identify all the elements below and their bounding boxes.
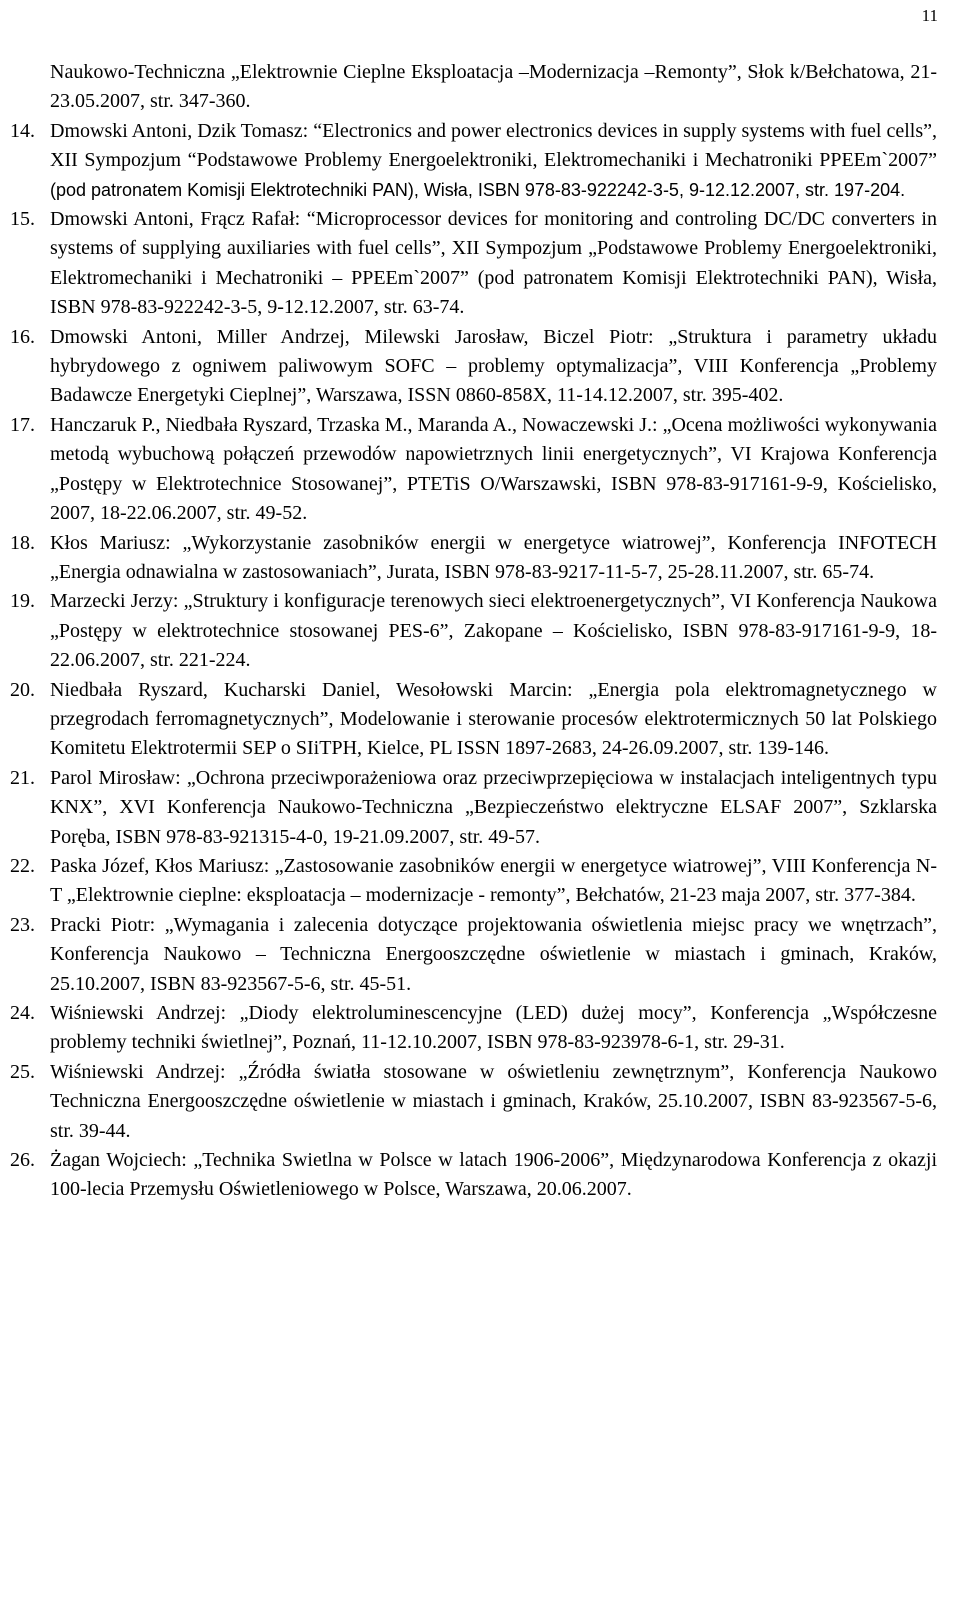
reference-number: 25. (10, 1060, 35, 1083)
reference-item (10, 323, 937, 411)
reference-text: Niedbała Ryszard, Kucharski Daniel, Wesołowski Marcin: „Energia pola elektromagnetycznego w przegrodach ferromagnetycznych”, Modelowanie i sterowanie procesów elektrotermicznych 50 lat Polskiego Komitetu Elektrotermii SEP o SIiTPH, Kielce, PL ISSN 1897-2683, 24-26.09.2007, str. 139-146. (50, 678, 937, 760)
reference-text: Żagan Wojciech: „Technika Swietlna w Polsce w latach 1906-2006”, Międzynarodowa Konferencja z okazji 100-lecia Przemysłu Oświetleniowego w Polsce, Warszawa, 20.06.2007. (50, 1149, 937, 1201)
reference-number: 19. (10, 590, 35, 613)
reference-text: Dmowski Antoni, Miller Andrzej, Milewski Jarosław, Biczel Piotr: „Struktura i parametry układu hybrydowego z ogniwem paliwowym SOFC – problemy optymalizacja”, VIII Konferencja „Problemy Badawcze Energetyki Cieplnej”, Warszawa, ISSN 0860-858X, 11-14.12.2007, str. 395-402. (50, 325, 937, 407)
reference-item (10, 764, 937, 852)
reference-list (10, 58, 937, 1205)
reference-number: 18. (10, 531, 35, 554)
reference-number: 23. (10, 913, 35, 936)
reference-number: 16. (10, 325, 35, 348)
reference-item (10, 1146, 937, 1205)
reference-number: 15. (10, 208, 35, 231)
reference-number: 14. (10, 119, 35, 142)
reference-text: Paska Józef, Kłos Mariusz: „Zastosowanie zasobników energii w energetyce wiatrowej”, VIII Konferencja N-T „Elektrownie cieplne: eksploatacja – modernizacje - remonty”, Bełchatów, 21-23 maja 2007, str. 377-384. (50, 854, 937, 907)
reference-item (10, 587, 937, 675)
reference-number: 17. (10, 413, 35, 436)
reference-number: 21. (10, 766, 35, 789)
reference-text: Kłos Mariusz: „Wykorzystanie zasobników energii w energetyce wiatrowej”, Konferencja INFOTECH „Energia odnawialna w zastosowaniach”, Jurata, ISBN 978-83-9217-11-5-7, 25-28.11.2007, str. 65-74. (50, 531, 937, 583)
reference-text: Dmowski Antoni, Dzik Tomasz: “Electronics and power electronics devices in supply systems with fuel cells”, XII Sympozjum “Podstawowe Problemy Energoelektroniki, Elektromechaniki i Mechatroniki PPEEm`2007” (50, 119, 937, 172)
reference-text: Naukowo-Techniczna „Elektrownie Cieplne Eksploatacja –Modernizacja –Remonty”, Słok k/Bełchatowa, 21-23.05.2007, str. 347-360. (50, 61, 937, 113)
reference-item (10, 411, 937, 529)
reference-item (10, 58, 937, 117)
reference-text: Marzecki Jerzy: „Struktury i konfiguracje terenowych sieci elektroenergetycznych”, VI Konferencja Naukowa „Postępy w elektrotechnice stosowanej PES-6”, Zakopane – Kościelisko, ISBN 978-83-917161-9-9, 18-22.06.2007, str. 221-224. (50, 590, 937, 672)
reference-item (10, 529, 937, 588)
reference-item (10, 205, 937, 323)
reference-item (10, 852, 937, 911)
reference-number: 22. (10, 854, 35, 877)
reference-text: (pod patronatem Komisji Elektrotechniki PAN), Wisła, ISBN 978-83-922242-3-5, 9-12.12.2007, str. 197-204. (50, 179, 906, 200)
reference-number: 26. (10, 1149, 35, 1172)
reference-item (10, 1058, 937, 1146)
reference-text: Dmowski Antoni, Frącz Rafał: “Microprocessor devices for monitoring and controling DC/DC converters in systems of supplying auxiliaries with fuel cells”, XII Sympozjum „Podstawowe Problemy Energoelektroniki, Elektromechaniki i Mechatroniki – PPEEm`2007” (pod patronatem Komisji Elektrotechniki PAN), Wisła, ISBN 978-83-922242-3-5, 9-12.12.2007, str. 63-74. (50, 208, 937, 319)
reference-item (10, 117, 937, 205)
reference-text: Wiśniewski Andrzej: „Diody elektroluminescencyjne (LED) dużej mocy”, Konferencja „Współczesne problemy techniki świetlnej”, Poznań, 11-12.10.2007, ISBN 978-83-923978-6-1, str. 29-31. (50, 1002, 937, 1054)
reference-item (10, 676, 937, 764)
reference-text: Parol Mirosław: „Ochrona przeciwporażeniowa oraz przeciwprzepięciowa w instalacjach inteligentnych typu KNX”, XVI Konferencja Naukowo-Techniczna „Bezpieczeństwo elektryczne ELSAF 2007”, Szklarska Poręba, ISBN 978-83-921315-4-0, 19-21.09.2007, str. 49-57. (50, 766, 937, 848)
reference-number: 20. (10, 678, 35, 701)
reference-text: Hanczaruk P., Niedbała Ryszard, Trzaska M., Maranda A., Nowaczewski J.: „Ocena możliwości wykonywania metodą wybuchową połączeń przewodów napowietrznych linii energetycznych”, VI Krajowa Konferencja „Postępy w Elektrotechnice Stosowanej”, PTETiS O/Warszawski, ISBN 978-83-917161-9-9, Kościelisko, 2007, 18-22.06.2007, str. 49-52. (50, 413, 937, 525)
reference-item (10, 999, 937, 1058)
reference-item (10, 911, 937, 999)
reference-text: Wiśniewski Andrzej: „Źródła światła stosowane w oświetleniu zewnętrznym”, Konferencja Naukowo Techniczna Energooszczędne oświetlenie w miastach i gminach, Kraków, 25.10.2007, ISBN 83-923567-5-6, str. 39-44. (50, 1060, 937, 1142)
page-number: 11 (921, 6, 938, 25)
reference-number: 24. (10, 1002, 35, 1024)
reference-text: Pracki Piotr: „Wymagania i zalecenia dotyczące projektowania oświetlenia miejsc pracy we wnętrzach”, Konferencja Naukowo – Techniczna Energooszczędne oświetlenie w miastach i gminach, Kraków, 25.10.2007, ISBN 83-923567-5-6, str. 45-51. (50, 913, 937, 995)
